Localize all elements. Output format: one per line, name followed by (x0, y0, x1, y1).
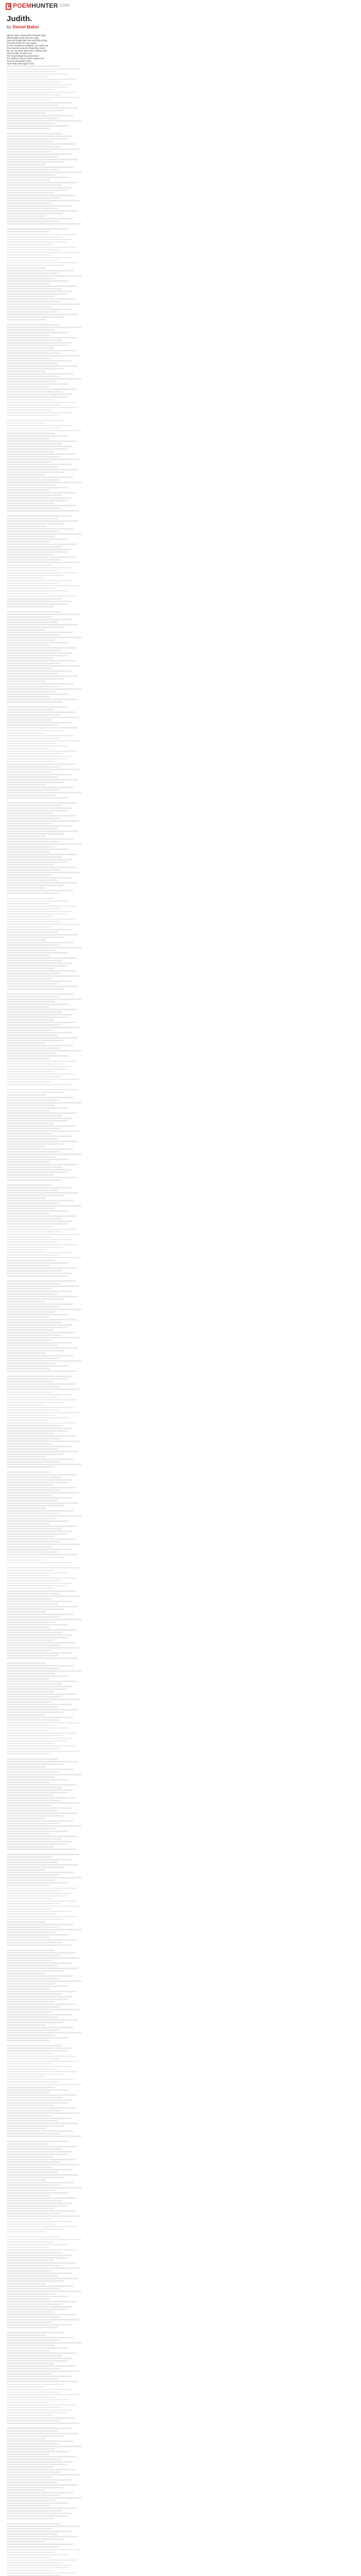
poem-line: Such Ruin was fought to bin: (7, 62, 35, 65)
poem-line: What mighty Rome did once sing, (7, 37, 39, 40)
logo-text-accent: HUNTER (31, 2, 58, 9)
poem-title: Judith. (7, 14, 32, 23)
illegible-poem-line (7, 2574, 161, 2576)
poem-line: The Tether'd Theme of the Antique Poe: (7, 57, 45, 60)
poem-body (7, 34, 161, 2576)
poem-line: She'll invoke me with men; (7, 52, 32, 55)
logo-text-tld: .com (58, 3, 70, 8)
site-header (0, 0, 361, 10)
poem-line: The fan and gentle Poem: (7, 60, 32, 63)
poem-byline (7, 24, 39, 29)
poem-line: The Ancient Honours of that Holy Ghost: (7, 47, 45, 50)
byline-prefix: by (7, 24, 11, 29)
author-link[interactable]: Daniel Baker (12, 24, 39, 29)
poem-line: Do; nor my Muse will not tho' Jealous take (7, 49, 47, 53)
poem-line: Speak, Muse, whose wild Hosanna rings (7, 34, 46, 37)
logo-text-main: POEM (13, 2, 32, 9)
poem-line: Upon the mighty Man who did Roma bring, (7, 39, 48, 42)
poem-line: In such Impetuous Numbers, and Vital note: (7, 44, 49, 47)
site-logo[interactable] (6, 2, 70, 9)
book-icon (6, 3, 11, 9)
poem-line: To sit his Pomp her once again, (7, 42, 37, 45)
poem-line: Tho' long already they have been (7, 55, 39, 58)
